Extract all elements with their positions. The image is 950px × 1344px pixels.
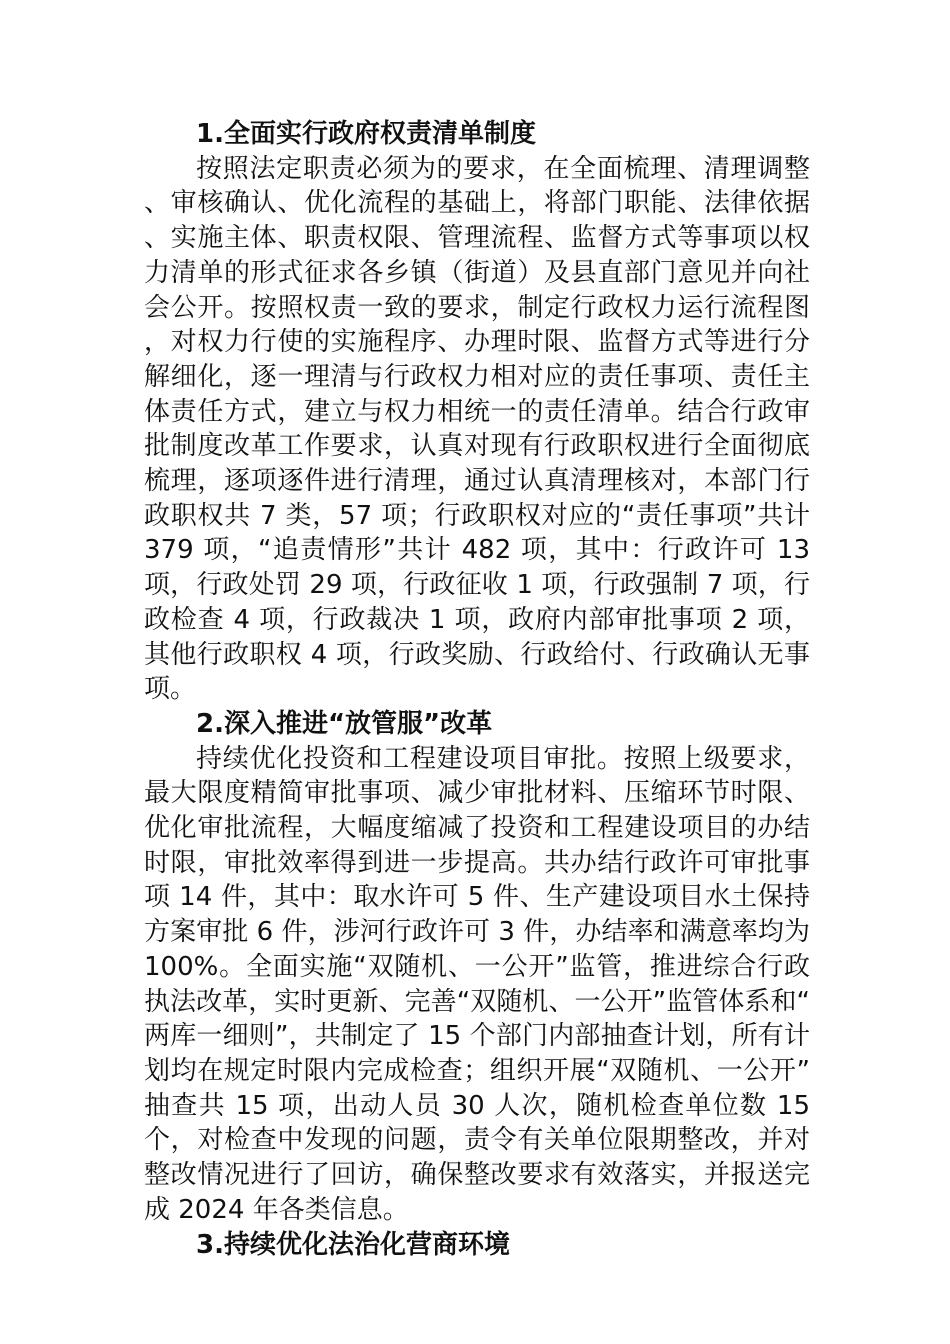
section-heading-3: 3.持续优化法治化营商环境 [196, 1229, 510, 1260]
section-heading-2: 2.深入推进“放管服”改革 [196, 708, 493, 739]
section-paragraph-2: 持续优化投资和工程建设项目审批。按照上级要求，最大限度精简审批事项、减少审批材料、压缩环节时限、优化审批流程，大幅度缩减了投资和工程建设项目的办结时限，审批效率得到进一步提高。共办结行政许可审批事项 14 件，其中：取水许可 5 件、生产建设项目水土保持方案审批 6 件，涉河行政许可 3 件，办结率和满意率均为 100%。全面实施“双随机、一公开”监管，推进综合行政执法改革，实时更新、完善“双随机、一公开”监管体系和“两库一细则”，共制定了 15 个部门内部抽查计划，所有计划均在规定时限内完成检查；组织开展“双随机、一公开”抽查共 15 项，出动人员 30 人次，随机检查单位数 15 个，对检查中发现的问题，责令有关单位限期整改，并对整改情况进行了回访，确保整改要求有效落实，并报送完成 2024 年各类信息。 [144, 743, 810, 1225]
document-body [144, 117, 810, 1262]
section-paragraph-1: 按照法定职责必须为的要求，在全面梳理、清理调整、审核确认、优化流程的基础上，将部门职能、法律依据、实施主体、职责权限、管理流程、监督方式等事项以权力清单的形式征求各乡镇（街道）及县直部门意见并向社会公开。按照权责一致的要求，制定行政权力运行流程图，对权力行使的实施程序、办理时限、监督方式等进行分解细化，逐一理清与行政权力相对应的责任事项、责任主体责任方式，建立与权力相统一的责任清单。结合行政审批制度改革工作要求，认真对现有行政职权进行全面彻底梳理，逐项逐件进行清理，通过认真清理核对，本部门行政职权共 7 类，57 项；行政职权对应的“责任事项”共计 379 项，“追责情形”共计 482 项，其中：行政许可 13 项，行政处罚 29 项，行政征收 1 项，行政强制 7 项，行政检查 4 项，行政裁决 1 项，政府内部审批事项 2 项，其他行政职权 4 项，行政奖励、行政给付、行政确认无事项。 [144, 153, 810, 705]
section-heading-1: 1.全面实行政府权责清单制度 [196, 119, 536, 149]
